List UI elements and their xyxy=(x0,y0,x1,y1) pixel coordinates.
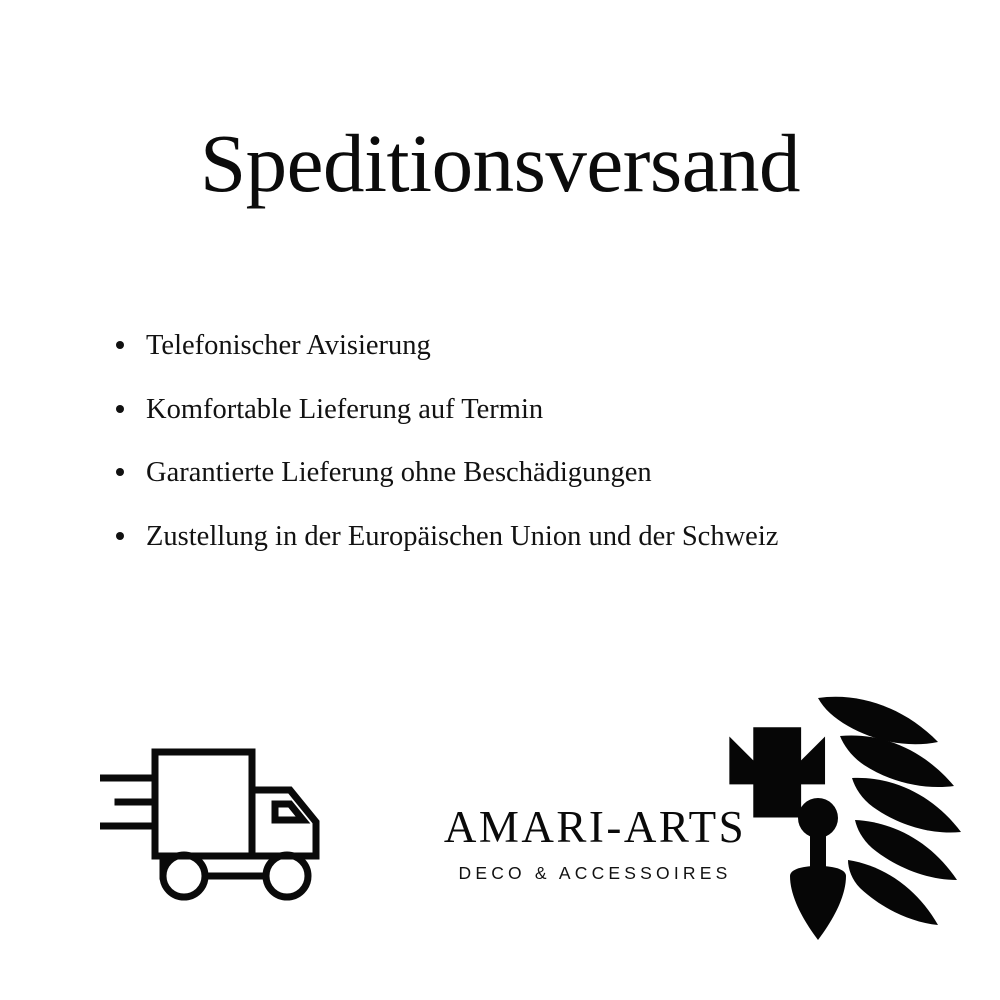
delivery-truck-icon xyxy=(100,730,350,910)
list-item: Garantierte Lieferung ohne Beschädigungen xyxy=(108,455,928,491)
list-item: Zustellung in der Europäischen Union und der Schweiz xyxy=(108,519,928,555)
brand-tagline: DECO & ACCESSOIRES xyxy=(458,863,732,883)
list-item: Telefonischer Avisierung xyxy=(108,328,928,364)
brand-name: AMARI-ARTS xyxy=(443,802,747,852)
list-item: Komfortable Lieferung auf Termin xyxy=(108,392,928,428)
feature-list xyxy=(108,328,928,583)
native-headdress-logo-icon xyxy=(700,690,965,950)
page-title: Speditionsversand xyxy=(199,117,801,209)
